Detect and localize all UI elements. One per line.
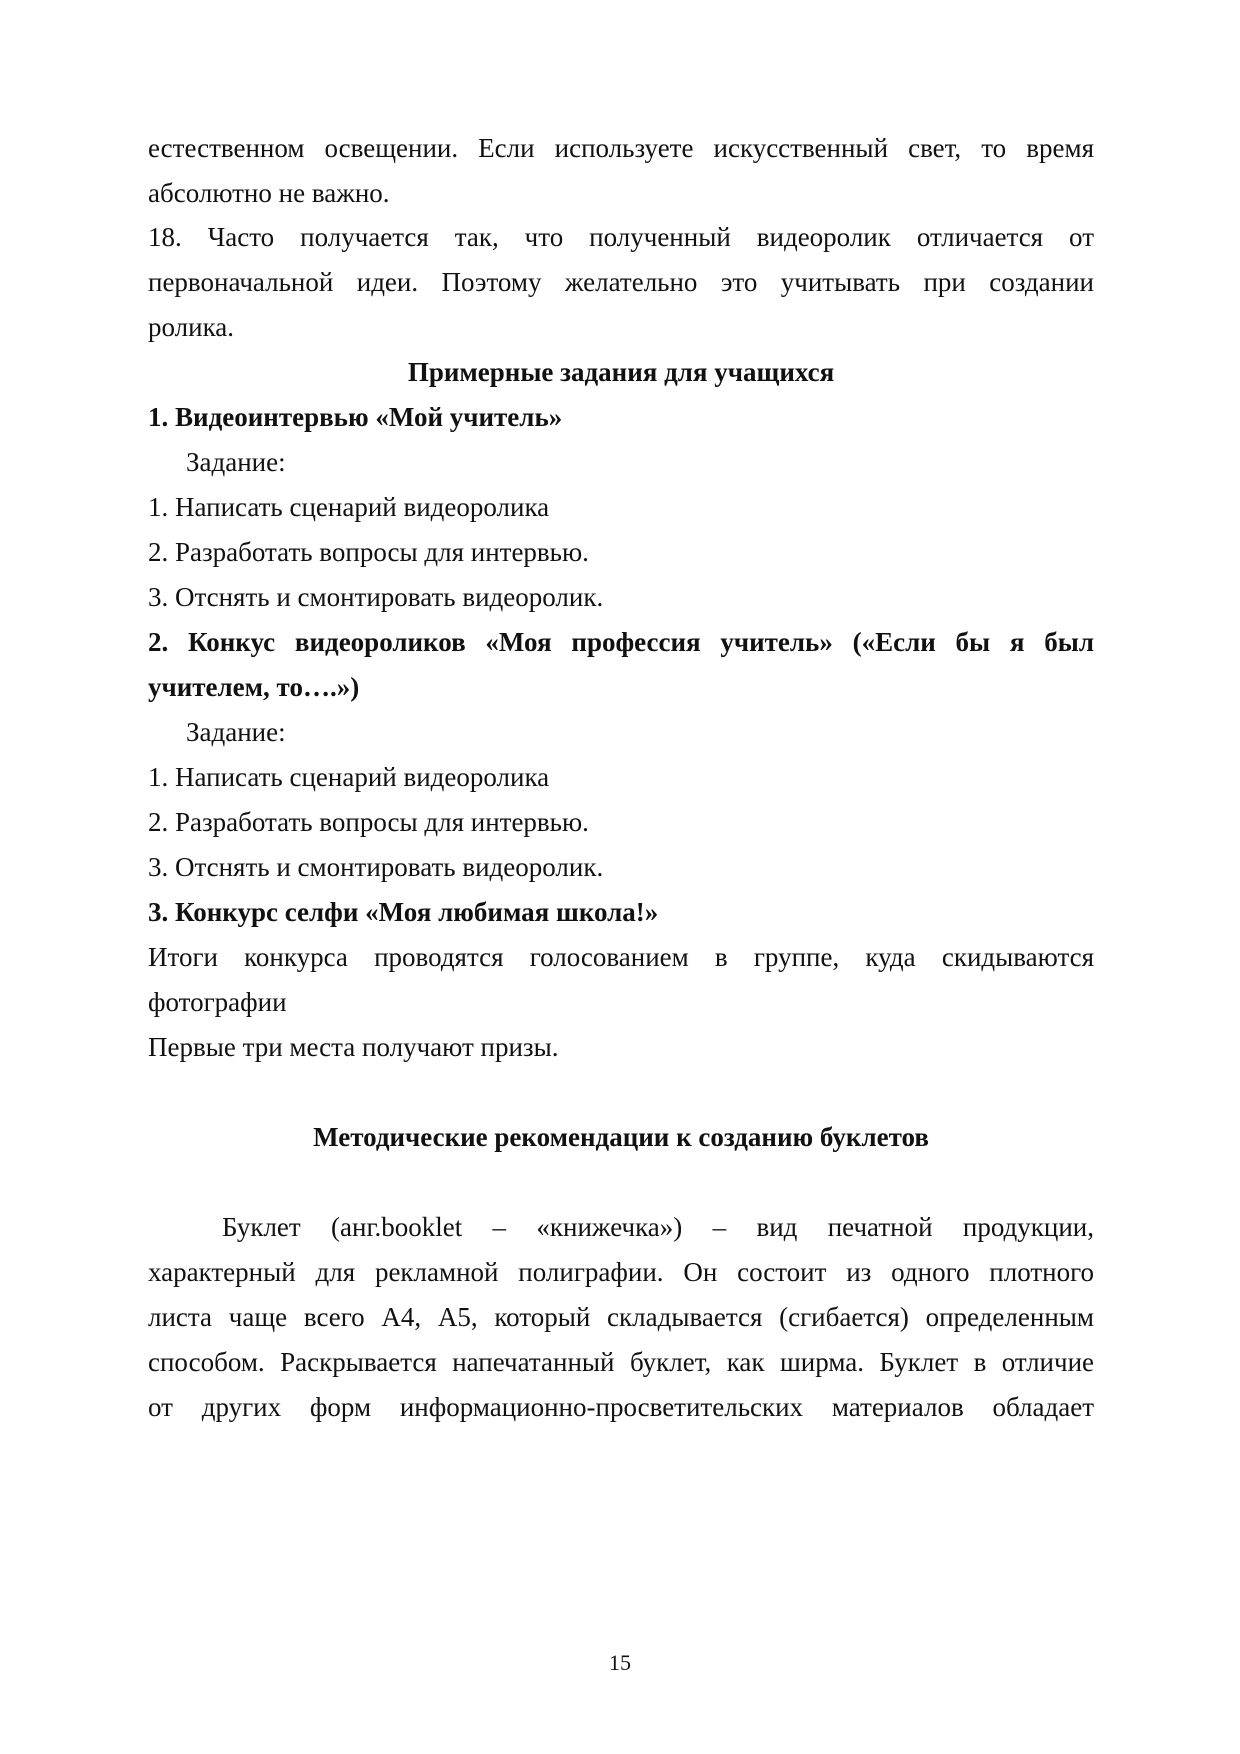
list-item: 1. Написать сценарий видеоролика (148, 492, 550, 522)
section-heading: Примерные задания для учащихся (407, 357, 835, 387)
text-line: абсолютно не важно. (148, 178, 390, 208)
paragraph-line: листа чаще всего А4, А5, который складывается (сгибается) определенным (148, 1302, 1094, 1332)
text-line: естественном освещении. Если используете искусственный свет, то время (148, 133, 1094, 163)
paragraph-line: от других форм информационно-просветительских материалов обладает (148, 1392, 1094, 1422)
list-item: 3. Отснять и смонтировать видеоролик. (148, 582, 604, 612)
text-line: Итоги конкурса проводятся голосованием в группе, куда скидываются (148, 942, 1094, 972)
task-title-continued: учителем, то….») (148, 672, 360, 702)
list-item: 2. Разработать вопросы для интервью. (148, 537, 589, 567)
text-line: Первые три места получают призы. (148, 1032, 559, 1062)
list-item: 1. Написать сценарий видеоролика (148, 762, 550, 792)
page-number: 15 (609, 1650, 631, 1675)
text-line: ролика. (148, 312, 235, 342)
paragraph-line: характерный для рекламной полиграфии. Он состоит из одного плотного (148, 1257, 1094, 1287)
task-title: 2. Конкус видеороликов «Моя профессия учитель» («Если бы я был (148, 627, 1094, 657)
paragraph-line: способом. Раскрывается напечатанный буклет, как ширма. Буклет в отличие (148, 1347, 1094, 1377)
paragraph-line: Буклет (анг.booklet – «книжечка») – вид печатной продукции, (222, 1212, 1094, 1242)
task-label: Задание: (186, 447, 286, 477)
section-heading: Методические рекомендации к созданию буклетов (313, 1122, 929, 1152)
text-line: первоначальной идеи. Поэтому желательно это учитывать при создании (148, 267, 1094, 297)
task-title: 1. Видеоинтервью «Мой учитель» (148, 402, 563, 432)
text-line: 18. Часто получается так, что полученный видеоролик отличается от (148, 222, 1094, 252)
task-title: 3. Конкурс селфи «Моя любимая школа!» (148, 897, 659, 927)
text-line: фотографии (148, 987, 287, 1017)
task-label: Задание: (186, 717, 286, 747)
list-item: 3. Отснять и смонтировать видеоролик. (148, 852, 604, 882)
list-item: 2. Разработать вопросы для интервью. (148, 807, 589, 837)
